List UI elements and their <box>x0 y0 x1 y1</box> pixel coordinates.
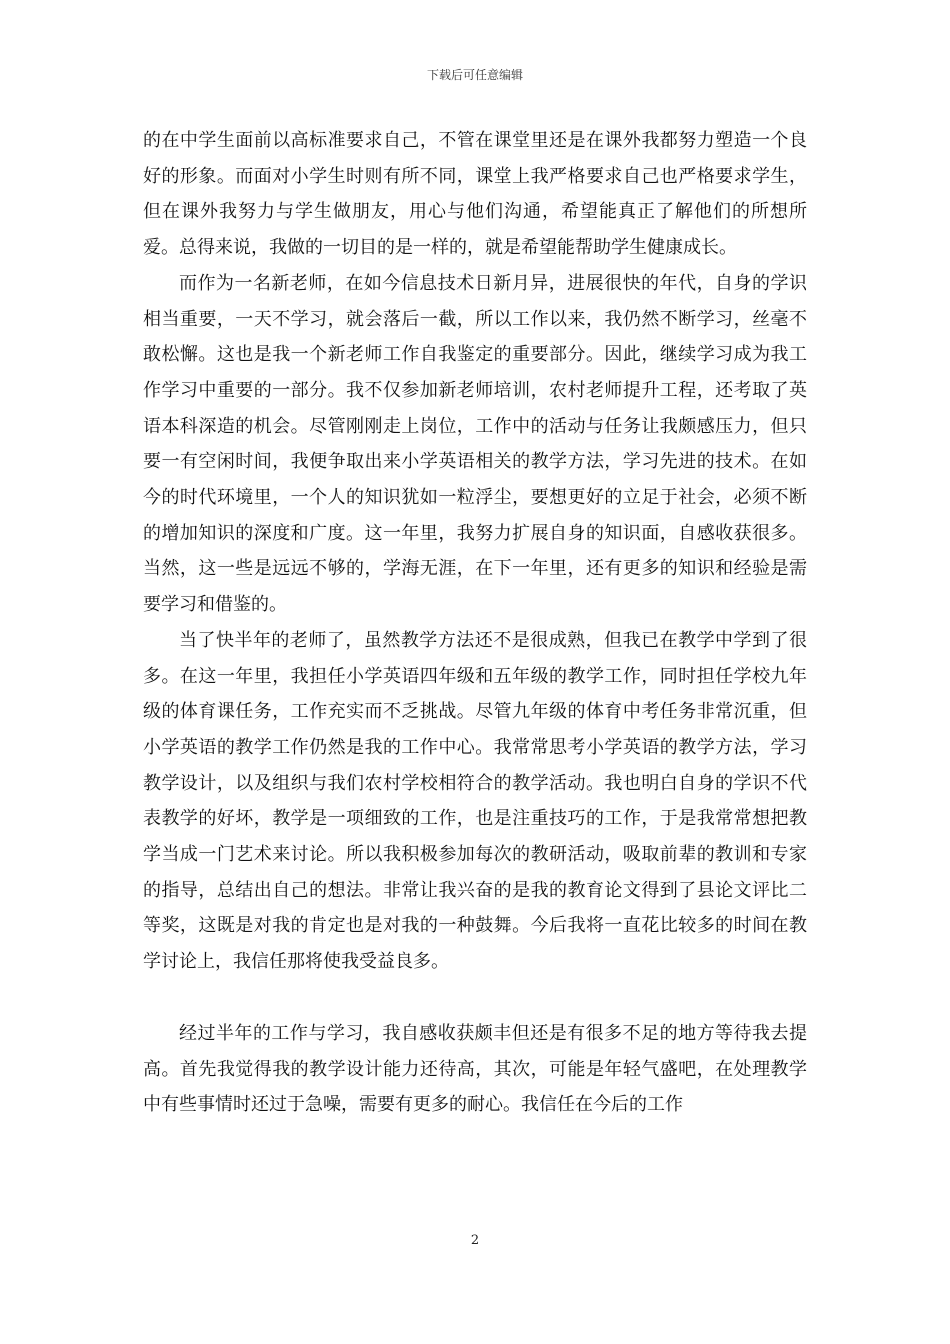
document-body <box>143 123 807 1123</box>
page-number: 2 <box>470 1233 480 1248</box>
paragraph-learning: 而作为一名新老师，在如今信息技术日新月异，进展很快的年代，自身的学识相当重要，一天不学习，就会落后一截，所以工作以来，我仍然不断学习，丝毫不敢松懈。这也是我一个新老师工作自我鉴定的重要部分。因此，继续学习成为我工作学习中重要的一部分。我不仅参加新老师培训，农村老师提升工程，还考取了英语本科深造的机会。尽管刚刚走上岗位，工作中的活动与任务让我颇感压力，但只要一有空闲时间，我便争取出来小学英语相关的教学方法，学习先进的技术。在如今的时代环境里，一个人的知识犹如一粒浮尘，要想更好的立足于社会，必须不断的增加知识的深度和广度。这一年里，我努力扩展自身的知识面，自感收获很多。当然，这一些是远远不够的，学海无涯，在下一年里，还有更多的知识和经验是需要学习和借鉴的。 <box>143 272 807 616</box>
paragraph-continued: 的在中学生面前以高标准要求自己，不管在课堂里还是在课外我都努力塑造一个良好的形象。而面对小学生时则有所不同，课堂上我严格要求自己也严格要求学生，但在课外我努力与学生做朋友，用心与他们沟通，希望能真正了解他们的所想所爱。总得来说，我做的一切目的是一样的，就是希望能帮助学生健康成长。 <box>143 130 807 259</box>
page-header: 下载后可任意编辑 <box>426 68 523 82</box>
paragraph-gap <box>143 980 807 1016</box>
paragraph-shortcomings: 经过半年的工作与学习，我自感收获颇丰但还是有很多不足的地方等待我去提高。首先我觉得我的教学设计能力还待高，其次，可能是年轻气盛吧，在处理教学中有些事情时还过于急噪，需要有更多的耐心。我信任在今后的工作 <box>143 1022 807 1116</box>
paragraph-teaching: 当了快半年的老师了，虽然教学方法还不是很成熟，但我已在教学中学到了很多。在这一年里，我担任小学英语四年级和五年级的教学工作，同时担任学校九年级的体育课任务，工作充实而不乏挑战。尽管九年级的体育中考任务非常沉重，但小学英语的教学工作仍然是我的工作中心。我常常思考小学英语的教学方法，学习教学设计，以及组织与我们农村学校相符合的教学活动。我也明白自身的学识不代表教学的好坏，教学是一项细致的工作，也是注重技巧的工作，于是我常常想把教学当成一门艺术来讨论。所以我积极参加每次的教研活动，吸取前辈的教训和专家的指导，总结出自己的想法。非常让我兴奋的是我的教育论文得到了县论文评比二等奖，这既是对我的肯定也是对我的一种鼓舞。今后我将一直花比较多的时间在教学讨论上，我信任那将使我受益良多。 <box>143 629 807 973</box>
